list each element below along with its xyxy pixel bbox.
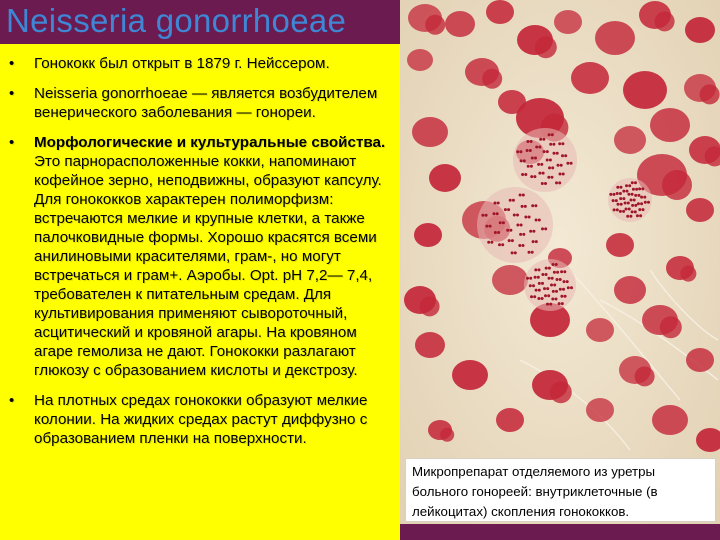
gonococcus	[544, 227, 547, 230]
gonococcus	[531, 157, 534, 160]
gonococcus	[522, 233, 525, 236]
gonococcus	[570, 162, 573, 165]
gonococcus	[549, 303, 552, 306]
gonococcus	[506, 229, 509, 232]
gonococcus	[612, 199, 615, 202]
gonococcus	[543, 287, 546, 290]
stained-cell	[429, 164, 461, 192]
gonococcus	[548, 267, 551, 270]
gonococcus	[551, 133, 554, 136]
gonococcus	[530, 140, 533, 143]
gonococcus	[562, 173, 565, 176]
gonococcus	[550, 284, 553, 287]
gonococcus	[529, 230, 532, 233]
gonococcus	[497, 202, 500, 205]
gonococcus	[634, 204, 637, 207]
gonococcus	[543, 150, 546, 153]
gonococcus	[546, 150, 549, 153]
gonococcus	[535, 146, 538, 149]
gonococcus	[531, 204, 534, 207]
bullet-icon: •	[9, 85, 15, 102]
gonococcus	[642, 208, 645, 211]
text-panel	[0, 44, 400, 540]
bullet-text: Гонококк был открыт в 1879 г. Нейссером.	[34, 55, 330, 72]
gonococcus	[531, 251, 534, 254]
gonococcus	[634, 181, 637, 184]
gonococcus	[541, 227, 544, 230]
stained-cell-lobe	[550, 381, 572, 403]
gonococcus	[556, 271, 559, 274]
gonococcus	[630, 199, 633, 202]
gonococcus	[518, 244, 521, 247]
gonococcus	[617, 203, 620, 206]
gonococcus	[629, 215, 632, 218]
gonococcus	[522, 194, 525, 197]
gonococcus	[529, 284, 532, 287]
gonococcus	[557, 164, 560, 167]
gonococcus	[637, 202, 640, 205]
gonococcus	[633, 199, 636, 202]
gonococcus	[627, 202, 630, 205]
stained-cell	[414, 223, 442, 247]
gonococcus	[551, 166, 554, 169]
gonococcus	[512, 199, 515, 202]
gonococcus	[551, 298, 554, 301]
gonococcus	[538, 172, 541, 175]
gonococcus	[532, 230, 535, 233]
gonococcus	[622, 190, 625, 193]
gonococcus	[548, 166, 551, 169]
stained-cell	[650, 108, 690, 142]
stained-cell	[586, 398, 614, 422]
gonococcus	[529, 277, 532, 280]
gonococcus	[519, 233, 522, 236]
gonococcus	[558, 142, 561, 145]
bullet-item	[8, 54, 396, 73]
stained-cell	[686, 198, 714, 222]
gonococcus	[541, 297, 544, 300]
gonococcus	[558, 302, 561, 305]
gonococcus	[567, 286, 570, 289]
stained-cell	[595, 21, 635, 55]
gonococcus	[545, 273, 548, 276]
gonococcus	[555, 298, 558, 301]
gonococcus	[635, 188, 638, 191]
stained-cell	[652, 405, 688, 435]
gonococcus	[545, 267, 548, 270]
gonococcus	[541, 182, 544, 185]
gonococcus	[552, 290, 555, 293]
gonococcus	[548, 277, 551, 280]
stained-cell	[407, 49, 433, 71]
stained-cell	[685, 17, 715, 43]
gonococcus	[553, 284, 556, 287]
gonococcus	[524, 216, 527, 219]
gonococcus	[637, 194, 640, 197]
gonococcus	[534, 276, 537, 279]
gonococcus	[616, 192, 619, 195]
gonococcus	[556, 152, 559, 155]
gonococcus	[527, 165, 530, 168]
gonococcus	[559, 288, 562, 291]
stained-cell-lobe	[635, 366, 655, 386]
bullet-list	[8, 54, 396, 459]
gonococcus	[532, 240, 535, 243]
gonococcus	[535, 289, 538, 292]
gonococcus	[501, 243, 504, 246]
gonococcus	[551, 176, 554, 179]
gonococcus	[534, 204, 537, 207]
gonococcus	[514, 251, 517, 254]
gonococcus	[520, 159, 523, 162]
gonococcus	[615, 199, 618, 202]
gonococcus	[640, 202, 643, 205]
gonococcus	[516, 224, 519, 227]
gonococcus	[539, 138, 542, 141]
gonococcus	[631, 210, 634, 213]
gonococcus	[485, 225, 488, 228]
gonococcus	[542, 172, 545, 175]
gonococcus	[631, 181, 634, 184]
gonococcus	[533, 175, 536, 178]
gonococcus	[624, 202, 627, 205]
gonococcus	[533, 295, 536, 298]
gonococcus	[644, 201, 647, 204]
gonococcus	[634, 194, 637, 197]
bullet-icon: •	[9, 55, 15, 72]
gonococcus	[534, 157, 537, 160]
gonococcus	[638, 208, 641, 211]
stained-cell-lobe	[680, 266, 696, 282]
gonococcus	[627, 193, 630, 196]
slide-title: Neisseria gonorrhoeae	[6, 2, 347, 39]
gonococcus	[562, 288, 565, 291]
gonococcus	[513, 214, 516, 217]
stained-cell	[614, 126, 646, 154]
gonococcus	[561, 302, 564, 305]
bottom-frame-strip	[400, 524, 720, 540]
gonococcus	[538, 282, 541, 285]
gonococcus	[538, 268, 541, 271]
stained-cell	[606, 233, 634, 257]
gonococcus	[647, 201, 650, 204]
gonococcus	[549, 159, 552, 162]
gonococcus	[639, 214, 642, 217]
gonococcus	[552, 143, 555, 146]
stained-cell	[614, 276, 646, 304]
bullet-text: Это парнорасположенные кокки, напоминают кофейное зерно, неподвижны, образуют капсулу. Для гонококков характерен полиморфизм: встречаются мелкие и крупные клетки, а также палочковидные формы. Хорошо красятся всеми анилиновыми красителями, грам-, но могут встречаться и грам+. Аэробы. Opt. pH 7,2— 7,4, требователен к питательным средам. Для культивирования применяют сывороточный, асцитический и кровяной агары. На кровяном агаре гемолиза не дают. Гонококки разлагают глюкозу с образованием кислоты и декстрозу.	[34, 153, 382, 379]
gonococcus	[496, 212, 499, 215]
stained-cell-lobe	[662, 170, 692, 200]
gonococcus	[489, 225, 492, 228]
gonococcus	[549, 143, 552, 146]
stained-cell	[445, 11, 475, 37]
gonococcus	[542, 138, 545, 141]
gonococcus	[546, 303, 549, 306]
gonococcus	[560, 164, 563, 167]
gonococcus	[538, 219, 541, 222]
stained-cell	[412, 117, 448, 147]
stained-cell-lobe	[655, 11, 675, 31]
gonococcus	[504, 208, 507, 211]
gonococcus	[625, 208, 628, 211]
gonococcus	[528, 216, 531, 219]
gonococcus	[555, 263, 558, 266]
stained-cell-lobe	[535, 36, 557, 58]
gonococcus	[498, 243, 501, 246]
stained-cell	[486, 0, 514, 24]
gonococcus	[555, 181, 558, 184]
image-caption: Микропрепарат отделяемого из уретры больного гонореей: внутриклеточные (в лейкоцитах) скопления гонококков.	[405, 458, 716, 522]
gonococcus	[526, 277, 529, 280]
bullet-heading: Морфологические и культуральные свойства.	[34, 134, 386, 151]
gonococcus	[619, 197, 622, 200]
gonococcus	[528, 251, 531, 254]
bullet-item	[8, 84, 396, 122]
gonococcus	[508, 239, 511, 242]
gonococcus	[530, 175, 533, 178]
gonococcus	[638, 187, 641, 190]
bullet-item	[8, 391, 396, 448]
gonococcus	[521, 173, 524, 176]
gonococcus	[560, 270, 563, 273]
gonococcus	[636, 214, 639, 217]
gonococcus	[564, 295, 567, 298]
gonococcus	[487, 241, 490, 244]
gonococcus	[516, 150, 519, 153]
gonococcus	[566, 280, 569, 283]
gonococcus	[547, 294, 550, 297]
gonococcus	[558, 181, 561, 184]
gonococcus	[507, 208, 510, 211]
gonococcus	[537, 297, 540, 300]
stained-cell	[492, 265, 528, 295]
gonococcus	[551, 277, 554, 280]
gonococcus	[544, 182, 547, 185]
gonococcus	[509, 199, 512, 202]
stained-cell	[496, 408, 524, 432]
gonococcus	[619, 210, 622, 213]
gonococcus	[544, 294, 547, 297]
gonococcus	[538, 289, 541, 292]
gonococcus	[519, 150, 522, 153]
stained-cell-lobe	[420, 296, 440, 316]
stained-cell	[586, 318, 614, 342]
gonococcus	[532, 284, 535, 287]
stained-cell	[415, 332, 445, 358]
gonococcus	[561, 154, 564, 157]
gonococcus	[643, 196, 646, 199]
gonococcus	[616, 186, 619, 189]
gonococcus	[485, 214, 488, 217]
gonococcus	[541, 282, 544, 285]
gonococcus	[520, 224, 523, 227]
stained-cell-lobe	[440, 428, 454, 442]
gonococcus	[481, 214, 484, 217]
stained-cell	[571, 62, 609, 94]
gonococcus	[613, 193, 616, 196]
title-bar	[0, 0, 400, 44]
stained-cell	[554, 10, 582, 34]
gonococcus	[537, 163, 540, 166]
gonococcus	[640, 196, 643, 199]
bullet-icon: •	[9, 392, 15, 409]
stained-cell-lobe	[425, 15, 445, 35]
gonococcus	[631, 193, 634, 196]
gonococcus	[530, 165, 533, 168]
gonococcus	[628, 208, 631, 211]
gonococcus	[626, 215, 629, 218]
gonococcus	[631, 204, 634, 207]
gonococcus	[552, 263, 555, 266]
gonococcus	[511, 251, 514, 254]
gonococcus	[516, 214, 519, 217]
gonococcus	[546, 159, 549, 162]
stained-cell	[686, 348, 714, 372]
bullet-text: Neisseria gonorrhoeae — является возбудителем венерического заболевания — гонореи.	[34, 85, 378, 121]
gonococcus	[619, 192, 622, 195]
gonococcus	[553, 152, 556, 155]
gonococcus	[494, 231, 497, 234]
gonococcus	[535, 219, 538, 222]
gonococcus	[524, 205, 527, 208]
gonococcus	[616, 208, 619, 211]
gonococcus	[497, 231, 500, 234]
gonococcus	[523, 159, 526, 162]
gonococcus	[541, 273, 544, 276]
gonococcus	[613, 208, 616, 211]
gonococcus	[538, 146, 541, 149]
bullet-item	[8, 133, 396, 380]
gonococcus	[622, 197, 625, 200]
gonococcus	[556, 278, 559, 281]
gonococcus	[566, 162, 569, 165]
gonococcus	[509, 229, 512, 232]
gonococcus	[511, 239, 514, 242]
gonococcus	[522, 244, 525, 247]
gonococcus	[546, 287, 549, 290]
gonococcus	[559, 173, 562, 176]
gonococcus	[555, 290, 558, 293]
gonococcus	[519, 194, 522, 197]
gonococcus	[502, 221, 505, 224]
gonococcus	[524, 173, 527, 176]
gonococcus	[622, 210, 625, 213]
gonococcus	[560, 295, 563, 298]
gonococcus	[634, 210, 637, 213]
gonococcus	[632, 188, 635, 191]
gonococcus	[490, 241, 493, 244]
gonococcus	[537, 276, 540, 279]
bullet-icon: •	[9, 134, 15, 151]
gonococcus	[570, 286, 573, 289]
gonococcus	[521, 205, 524, 208]
gonococcus	[494, 202, 497, 205]
gonococcus	[547, 176, 550, 179]
gonococcus	[530, 295, 533, 298]
gonococcus	[609, 193, 612, 196]
stained-cell-lobe	[700, 84, 720, 104]
gonococcus	[526, 140, 529, 143]
gonococcus	[548, 133, 551, 136]
gonococcus	[535, 240, 538, 243]
gonococcus	[534, 268, 537, 271]
gonococcus	[553, 271, 556, 274]
stained-cell-lobe	[482, 69, 502, 89]
gonococcus	[493, 212, 496, 215]
gonococcus	[620, 186, 623, 189]
bullet-text: На плотных средах гонококки образуют мелкие колонии. На жидких средах растут диффузно с образованием пленки на поверхности.	[34, 392, 368, 447]
gonococcus	[641, 187, 644, 190]
stained-cell	[452, 360, 488, 390]
gonococcus	[563, 280, 566, 283]
gonococcus	[563, 270, 566, 273]
gonococcus	[628, 184, 631, 187]
gonococcus	[529, 149, 532, 152]
gonococcus	[559, 278, 562, 281]
gonococcus	[526, 149, 529, 152]
gonococcus	[540, 163, 543, 166]
stained-cell-lobe	[660, 316, 682, 338]
gonococcus	[564, 154, 567, 157]
stained-cell	[623, 71, 667, 109]
gonococcus	[625, 184, 628, 187]
gonococcus	[499, 221, 502, 224]
gonococcus	[561, 142, 564, 145]
gonococcus	[620, 203, 623, 206]
gonococcus	[626, 190, 629, 193]
